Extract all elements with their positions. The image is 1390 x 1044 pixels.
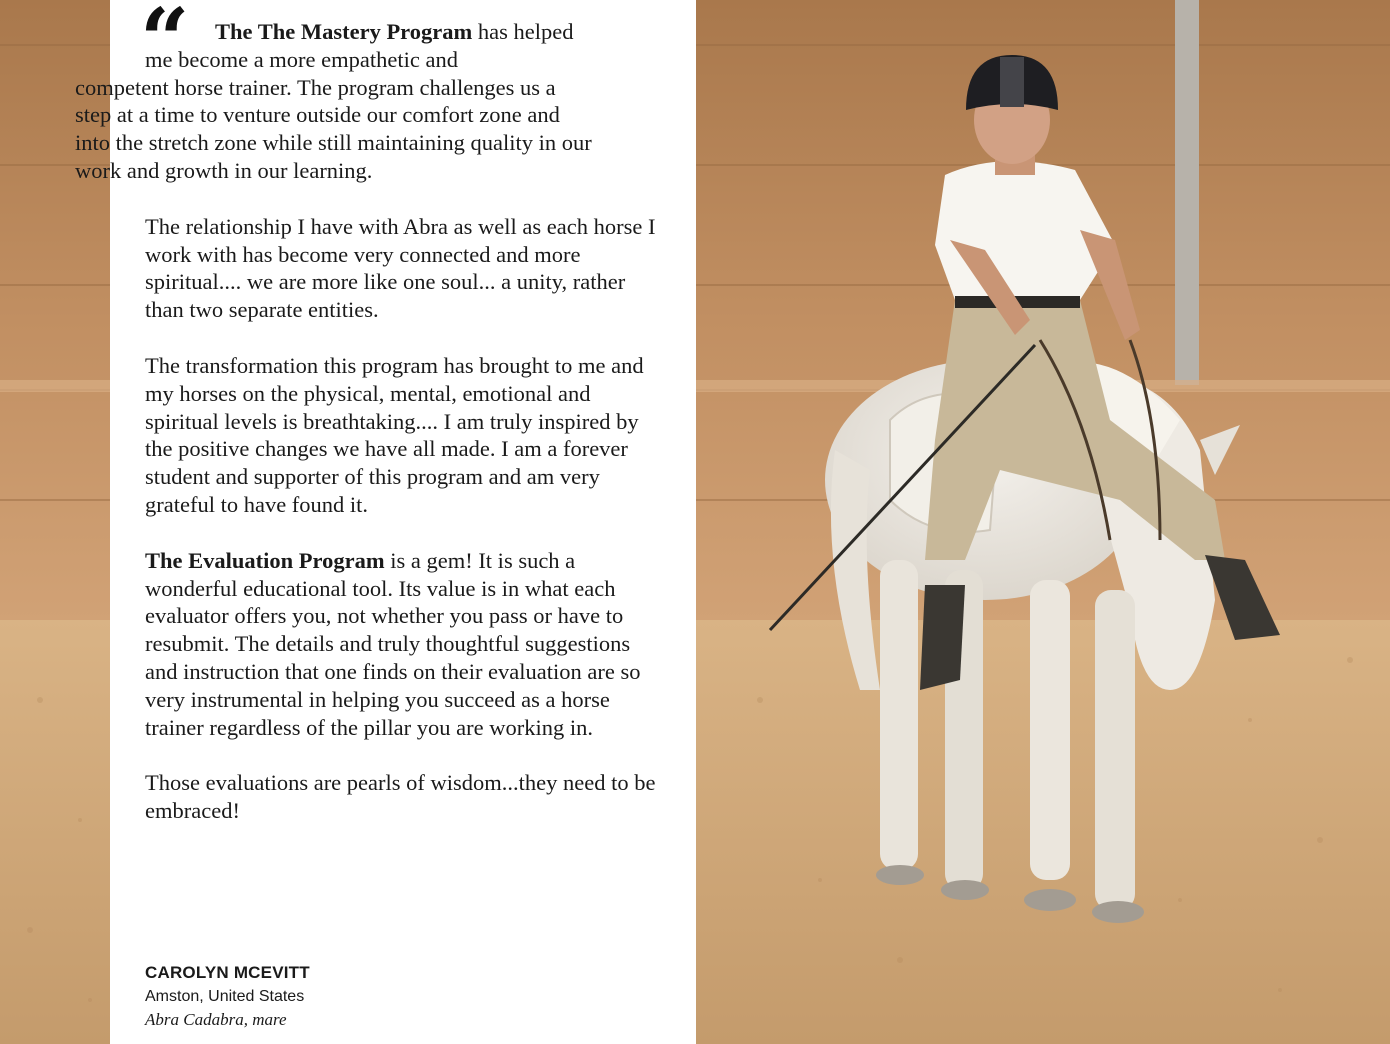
testimonial-paragraph-3: The transformation this program has brought to me and my horses on the physical, mental, emotional and spiritual levels is breathtaking.... I am truly inspired by the positive changes we have all made. I am a forever student and supporter of this program and am very grateful to have found it. [145, 352, 644, 517]
p1-after: competent horse trainer. The program challenges us a step at a time to venture outside our comfort zone and into the stretch zone while still maintaining quality in our work and growth in our learning. [75, 74, 592, 183]
author-location: Amston, United States [145, 988, 305, 1005]
signature-block [145, 961, 645, 1032]
testimonial-body [75, 18, 665, 853]
p1-line2: me become a more empathetic and [145, 46, 458, 72]
open-quote-icon: “ [140, 0, 190, 91]
program-name-mastery: The The Mastery Program [215, 19, 473, 44]
p4-rest: is a gem! It is such a wonderful educational tool. Its value is in what each evaluator offers you, not whether you pass or have to resubmit. The details and truly thoughtful suggestions and instruction that one finds on their evaluation are so very instrumental in helping you succeed as a horse trainer regardless of the pillar you are working in. [145, 547, 641, 740]
testimonial-paragraph-2: The relationship I have with Abra as well as each horse I work with has become very connected and more spiritual.... we are more like one soul... a unity, rather than two separate entities. [145, 213, 656, 323]
testimonial-paragraph-4 [145, 547, 665, 742]
author-name: CAROLYN MCEVITT [145, 963, 310, 982]
testimonial-panel [75, 0, 696, 1044]
testimonial-paragraph-5: Those evaluations are pearls of wisdom...they need to be embraced! [145, 770, 656, 824]
author-horse: Abra Cadabra, mare [145, 1010, 287, 1029]
program-name-evaluation: The Evaluation Program [145, 547, 385, 573]
p1-line1-rest: has helped [472, 19, 574, 44]
testimonial-paragraph-1 [75, 18, 665, 185]
